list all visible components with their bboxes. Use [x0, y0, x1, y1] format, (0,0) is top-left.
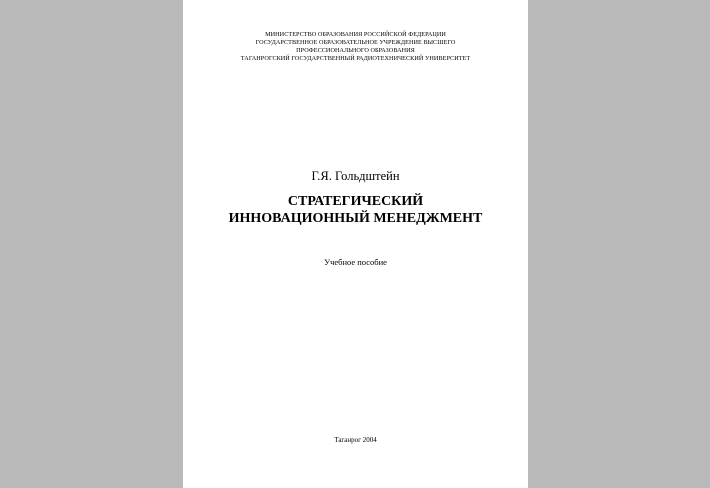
header-line-education: ПРОФЕССИОНАЛЬНОГО ОБРАЗОВАНИЯ — [296, 47, 415, 54]
author-name: Г.Я. Гольдштейн — [311, 169, 400, 183]
ministry-header — [183, 31, 528, 63]
document-subtitle: Учебное пособие — [324, 257, 387, 267]
place-year: Таганрог 2004 — [334, 436, 377, 444]
header-line-ministry: МИНИСТЕРСТВО ОБРАЗОВАНИЯ РОССИЙСКОЙ ФЕДЕРАЦИИ — [265, 31, 446, 38]
document-page — [183, 0, 528, 488]
title-line-1: СТРАТЕГИЧЕСКИЙ — [287, 194, 424, 209]
header-line-institution: ГОСУДАРСТВЕННОЕ ОБРАЗОВАТЕЛЬНОЕ УЧРЕЖДЕНИЕ ВЫСШЕГО — [255, 39, 456, 46]
header-line-university: ТАГАНРОГСКИЙ ГОСУДАРСТВЕННЫЙ РАДИОТЕХНИЧЕСКИЙ УНИВЕРСИТЕТ — [240, 55, 471, 62]
document-title — [183, 193, 528, 227]
title-line-2: ИННОВАЦИОННЫЙ МЕНЕДЖМЕНТ — [228, 211, 483, 226]
